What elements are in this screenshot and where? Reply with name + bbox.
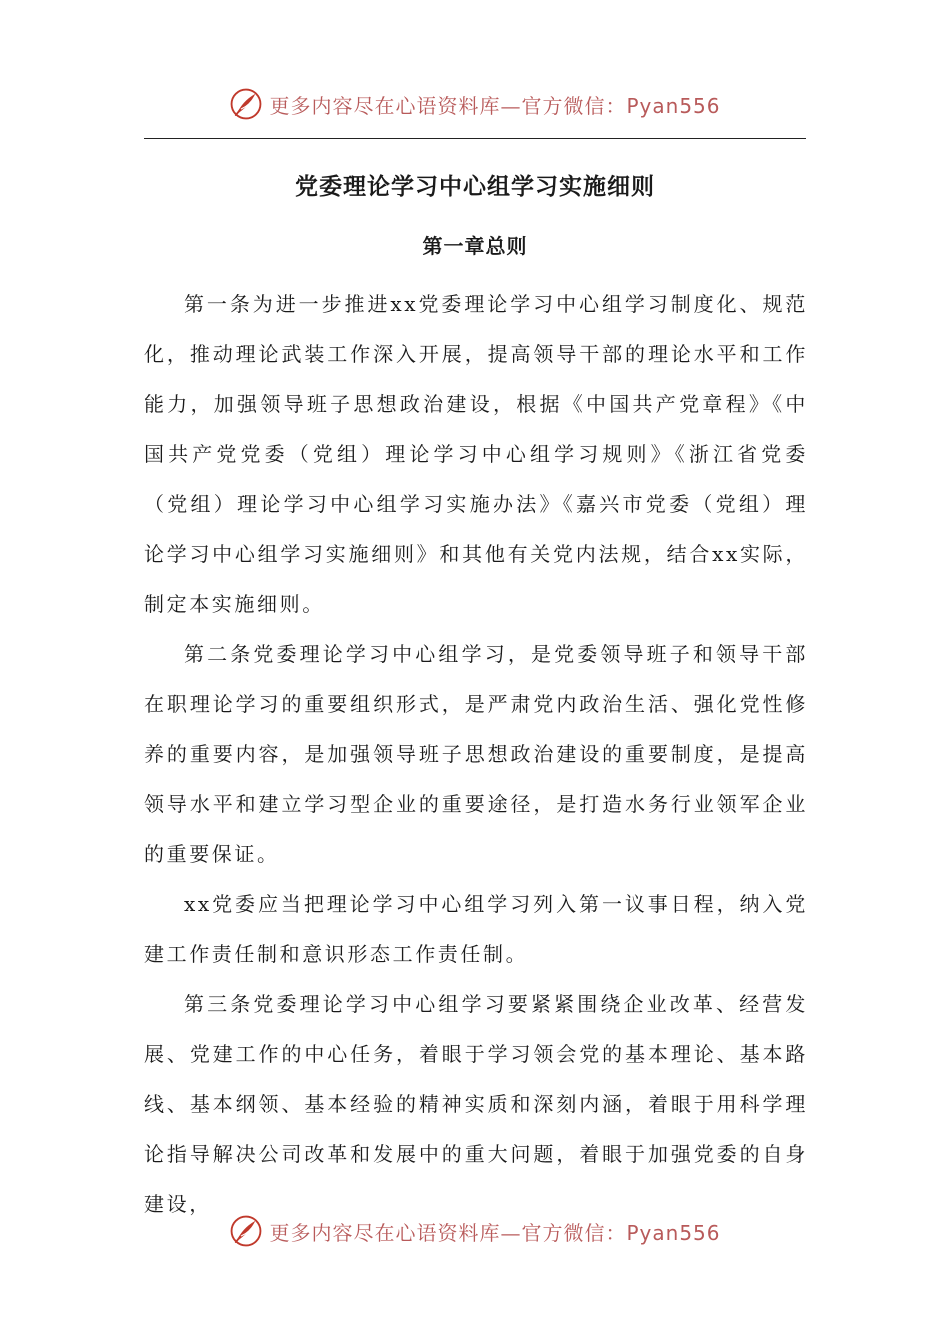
banner-text-cn: 更多内容尽在心语资料库—官方微信： [269, 93, 627, 118]
banner-text-cn: 更多内容尽在心语资料库—官方微信： [269, 1220, 627, 1245]
document-body [144, 279, 808, 1229]
footer-banner [0, 1211, 950, 1251]
chapter-title: 第一章总则 [422, 234, 528, 258]
header-banner [0, 84, 950, 124]
paragraph-article-1: 第一条为进一步推进xx党委理论学习中心组学习制度化、规范化，推动理论武装工作深入开展，提高领导干部的理论水平和工作能力，加强领导班子思想政治建设，根据《中国共产党章程》《中国共产党党委（党组）理论学习中心组学习规则》《浙江省党委（党组）理论学习中心组学习实施办法》《嘉兴市党委（党组）理论学习中心组学习实施细则》和其他有关党内法规，结合xx实际，制定本实施细则。 [144, 292, 808, 616]
banner-text [269, 90, 720, 119]
paragraph-article-3: 第三条党委理论学习中心组学习要紧紧围绕企业改革、经营发展、党建工作的中心任务，着眼于学习领会党的基本理论、基本路线、基本纲领、基本经验的精神实质和深刻内涵，着眼于用科学理论指导解决公司改革和发展中的重大问题，着眼于加强党委的自身建设， [144, 992, 808, 1216]
banner-text [269, 1217, 720, 1246]
banner-wechat-id: Pyan556 [626, 93, 721, 118]
pen-logo-icon [229, 1214, 263, 1248]
banner-wechat-id: Pyan556 [626, 1220, 721, 1245]
paragraph-article-2: 第二条党委理论学习中心组学习，是党委领导班子和领导干部在职理论学习的重要组织形式，是严肃党内政治生活、强化党性修养的重要内容，是加强领导班子思想政治建设的重要制度，是提高领导水平和建立学习型企业的重要途径，是打造水务行业领军企业的重要保证。 [144, 642, 808, 866]
paragraph-article-2-cont: xx党委应当把理论学习中心组学习列入第一议事日程，纳入党建工作责任制和意识形态工作责任制。 [144, 892, 808, 966]
header-divider [144, 138, 806, 139]
document-title: 党委理论学习中心组学习实施细则 [295, 173, 655, 200]
pen-logo-icon [229, 87, 263, 121]
